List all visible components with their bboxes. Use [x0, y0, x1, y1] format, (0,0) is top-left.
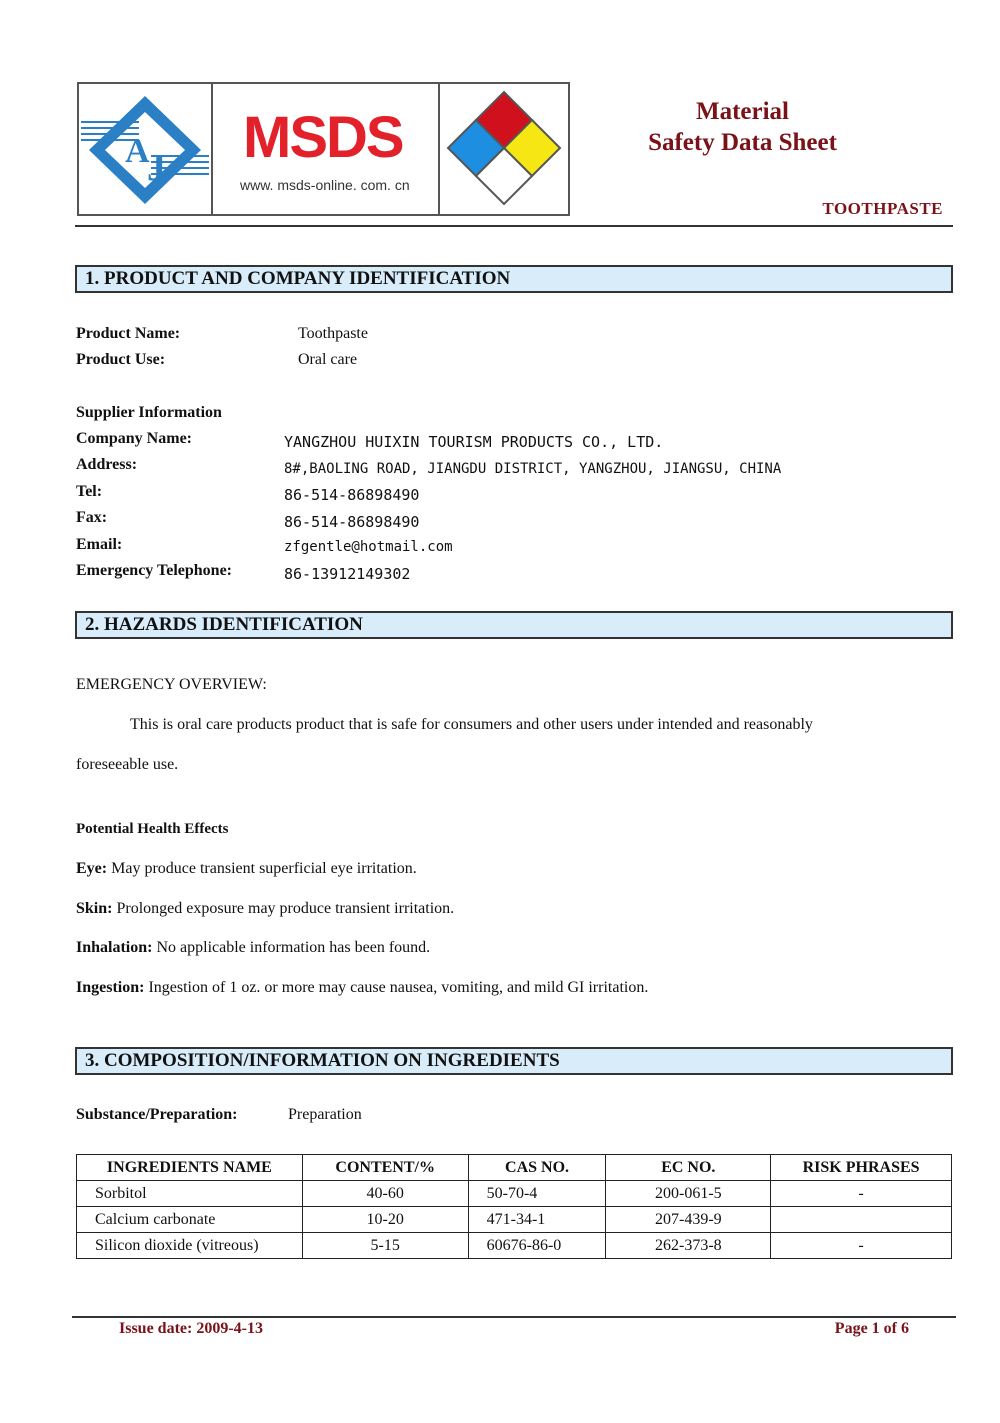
table-cell: Calcium carbonate [77, 1207, 303, 1233]
table-cell: 5-15 [302, 1233, 468, 1259]
ingestion-label: Ingestion: [76, 979, 145, 996]
msds-logo-word: MSDS [243, 105, 403, 170]
eye-value: May produce transient superficial eye irritation. [111, 860, 417, 877]
eye-line [76, 860, 417, 878]
ingredients-table [76, 1154, 952, 1259]
table-row [77, 1233, 952, 1259]
tel-value: 86-514-86898490 [284, 486, 420, 504]
email-value: zfgentle@hotmail.com [284, 539, 453, 555]
title-line-2: Safety Data Sheet [648, 129, 837, 156]
table-cell: - [771, 1233, 952, 1259]
msds-logo [211, 82, 440, 216]
emergency-overview-label: EMERGENCY OVERVIEW: [76, 676, 267, 693]
company-value: YANGZHOU HUIXIN TOURISM PRODUCTS CO., LTD. [284, 433, 664, 451]
fax-label: Fax: [76, 509, 108, 526]
table-cell: 207-439-9 [606, 1207, 771, 1233]
aj-logo-icon [79, 84, 211, 214]
footer-divider [72, 1316, 956, 1318]
issue-date: Issue date: 2009-4-13 [119, 1320, 263, 1337]
column-header: EC NO. [606, 1155, 771, 1181]
aj-logo [77, 82, 213, 216]
ingestion-line [76, 979, 648, 997]
header-divider [75, 225, 953, 227]
table-cell: Sorbitol [77, 1181, 303, 1207]
table-cell: - [771, 1181, 952, 1207]
column-header: CAS NO. [468, 1155, 606, 1181]
page-number: Page 1 of 6 [834, 1320, 909, 1337]
table-cell: 262-373-8 [606, 1233, 771, 1259]
product-use-value: Oral care [298, 351, 358, 368]
inhalation-label: Inhalation: [76, 939, 153, 956]
skin-label: Skin: [76, 900, 113, 917]
table-cell: 471-34-1 [468, 1207, 606, 1233]
address-label: Address: [76, 456, 138, 473]
overview-line-2: foreseeable use. [76, 756, 179, 773]
health-effects-heading: Potential Health Effects [76, 821, 229, 837]
column-header: CONTENT/% [302, 1155, 468, 1181]
skin-line [76, 900, 454, 918]
msds-logo-url: www. msds-online. com. cn [240, 177, 410, 193]
document-title [640, 96, 845, 158]
hazard-diamond-icon [440, 84, 568, 214]
inhalation-line [76, 939, 430, 957]
address-value: 8#,BAOLING ROAD, JIANGDU DISTRICT, YANGZHOU, JIANGSU, CHINA [284, 461, 782, 477]
table-header-row [77, 1155, 952, 1181]
ingestion-value: Ingestion of 1 oz. or more may cause nausea, vomiting, and mild GI irritation. [148, 979, 649, 996]
table-cell: 200-061-5 [606, 1181, 771, 1207]
substance-label: Substance/Preparation: [76, 1106, 238, 1123]
table-cell: 10-20 [302, 1207, 468, 1233]
fax-value: 86-514-86898490 [284, 513, 420, 531]
emergency-telephone-value: 86-13912149302 [284, 565, 411, 583]
column-header: INGREDIENTS NAME [77, 1155, 303, 1181]
product-use-label: Product Use: [76, 351, 166, 368]
section-3-heading: 3. COMPOSITION/INFORMATION ON INGREDIENTS [75, 1047, 953, 1075]
table-cell: 60676-86-0 [468, 1233, 606, 1259]
product-name-value: Toothpaste [298, 325, 368, 342]
substance-value: Preparation [288, 1106, 362, 1123]
table-row [77, 1181, 952, 1207]
emergency-telephone-label: Emergency Telephone: [76, 562, 232, 579]
tel-label: Tel: [76, 483, 103, 500]
eye-label: Eye: [76, 860, 108, 877]
product-tag: TOOTHPASTE [822, 199, 943, 218]
svg-text:A: A [125, 133, 150, 170]
column-header: RISK PHRASES [771, 1155, 952, 1181]
product-name-label: Product Name: [76, 325, 181, 342]
table-cell: 40-60 [302, 1181, 468, 1207]
title-line-1: Material [695, 98, 789, 125]
table-cell [771, 1207, 952, 1233]
svg-text:J: J [147, 147, 166, 189]
overview-line-1: This is oral care products product that is safe for consumers and other users under intended and reasonably [130, 716, 813, 733]
company-label: Company Name: [76, 430, 192, 447]
table-cell: Silicon dioxide (vitreous) [77, 1233, 303, 1259]
hazard-diamond-logo [438, 82, 570, 216]
email-label: Email: [76, 536, 123, 553]
table-cell: 50-70-4 [468, 1181, 606, 1207]
supplier-heading: Supplier Information [76, 404, 222, 421]
inhalation-value: No applicable information has been found. [156, 939, 431, 956]
table-row [77, 1207, 952, 1233]
section-1-heading: 1. PRODUCT AND COMPANY IDENTIFICATION [75, 265, 953, 293]
section-2-heading: 2. HAZARDS IDENTIFICATION [75, 611, 953, 639]
skin-value: Prolonged exposure may produce transient irritation. [116, 900, 455, 917]
